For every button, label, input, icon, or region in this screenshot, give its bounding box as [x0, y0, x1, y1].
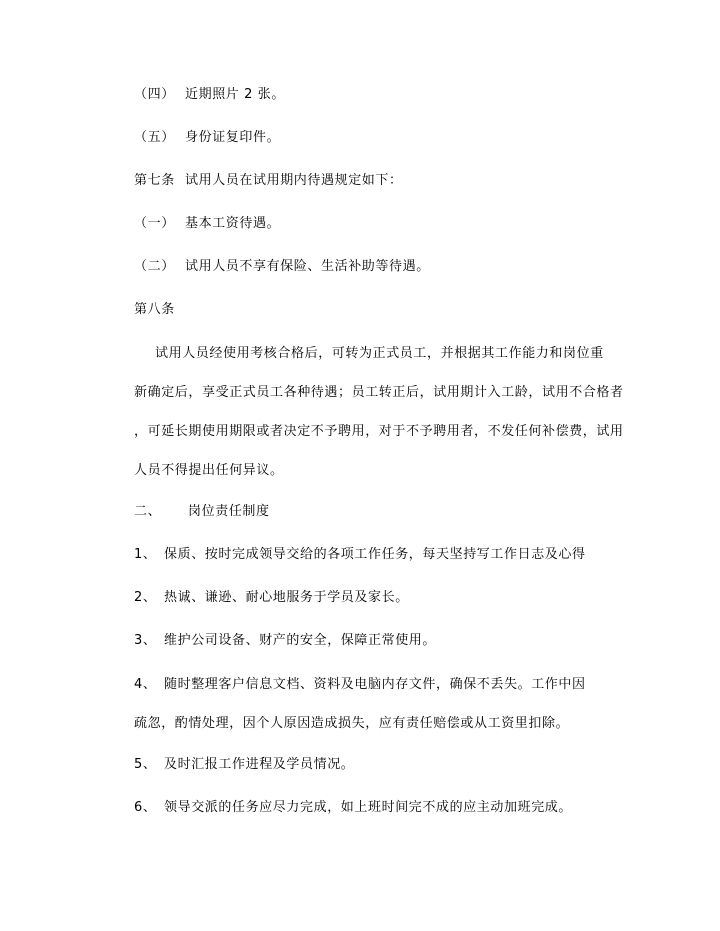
duty-label: 1、 — [134, 547, 157, 562]
paragraph-text: 新确定后，享受正式员工各种待遇；员工转正后，试用期计入工龄，试用不合格者 — [134, 385, 624, 400]
duty-label: 4、 — [134, 677, 157, 692]
duty-label: 3、 — [134, 633, 157, 648]
duty-text: 维护公司设备、财产的安全，保障正常使用。 — [164, 633, 437, 648]
paragraph-text: ，可延长期使用期限或者决定不予聘用，对于不予聘用者，不发任何补偿费，试用 — [134, 424, 624, 439]
duty-label: 6、 — [134, 800, 157, 815]
duty-text: 疏忽，酌情处理，因个人原因造成损失，应有责任赔偿或从工资里扣除。 — [134, 716, 570, 731]
article-heading-text: 第八条 — [134, 302, 175, 317]
duty-text: 热诚、谦逊、耐心地服务于学员及家长。 — [164, 590, 409, 605]
article-text: 试用人员在试用期内待遇规定如下： — [185, 173, 403, 188]
duty-label: 2、 — [134, 590, 157, 605]
paragraph-text: 试用人员经使用考核合格后，可转为正式员工，并根据其工作能力和岗位重 — [155, 346, 604, 361]
section-title: 岗位责任制度 — [188, 504, 270, 519]
duty-text: 保质、按时完成领导交给的各项工作任务，每天坚持写工作日志及心得 — [164, 547, 586, 562]
article-label: 第七条 — [134, 173, 175, 188]
item-text: 近期照片 2 张。 — [185, 87, 285, 102]
item-label: （二） — [134, 259, 175, 274]
item-label: （五） — [134, 130, 175, 145]
section-label: 二、 — [134, 504, 162, 519]
paragraph-text: 人员不得提出任何异议。 — [134, 463, 284, 478]
item-label: （一） — [134, 216, 175, 231]
item-text: 身份证复印件。 — [185, 130, 281, 145]
item-text: 试用人员不享有保险、生活补助等待遇。 — [185, 259, 430, 274]
duty-text: 随时整理客户信息文档、资料及电脑内存文件，确保不丢失。工作中因 — [164, 677, 586, 692]
duty-text: 及时汇报工作进程及学员情况。 — [164, 757, 355, 772]
item-label: （四） — [134, 87, 175, 102]
item-text: 基本工资待遇。 — [185, 216, 281, 231]
duty-label: 5、 — [134, 757, 157, 772]
duty-text: 领导交派的任务应尽力完成，如上班时间完不成的应主动加班完成。 — [164, 800, 573, 815]
